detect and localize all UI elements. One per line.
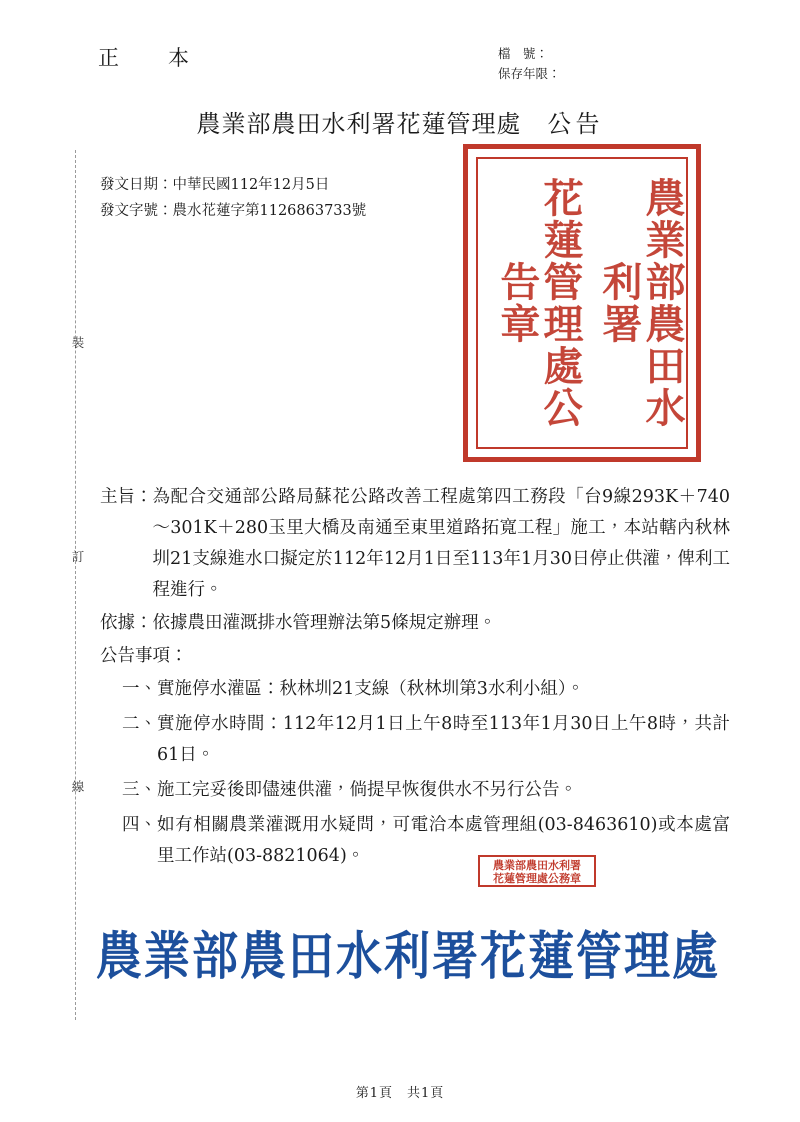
official-seal-small <box>478 855 596 887</box>
list-item <box>122 775 730 806</box>
subject-paragraph <box>100 482 730 606</box>
list-item-text: 如有相關農業灌溉用水疑問，可電洽本處管理組(03-8463610)或本處富里工作站(03-8821064)。 <box>157 815 730 866</box>
list-item-number: 三、 <box>122 780 157 800</box>
list-item-number: 一、 <box>122 679 157 699</box>
official-seal-large <box>463 144 701 462</box>
list-item <box>122 674 730 705</box>
issue-date: 發文日期：中華民國112年12月5日 <box>100 177 330 193</box>
binding-mark-3: 線 <box>70 780 85 793</box>
seal-column-2: 花蓮管理處公告章 <box>493 177 584 429</box>
binding-mark-1: 裝 <box>70 336 85 349</box>
announcement-label: 公告事項： <box>100 646 188 666</box>
binding-marks <box>66 300 86 860</box>
issuing-organization: 農業部農田水利署花蓮管理處 <box>196 110 522 138</box>
issue-info <box>100 172 366 224</box>
page-current: 第1頁 <box>355 1086 393 1101</box>
copy-type-mark: 正 本 <box>98 46 203 70</box>
document-kind: 公告 <box>547 110 604 138</box>
organization-signature: 農業部農田水利署花蓮管理處 <box>96 926 720 987</box>
list-item <box>122 810 730 872</box>
seal-small-line-1: 農業部農田水利署 <box>493 859 581 872</box>
announcement-heading <box>100 641 730 672</box>
basis-label: 依據： <box>100 613 153 633</box>
list-item-text: 實施停水時間：112年12月1日上午8時至113年1月30日上午8時，共計61日。 <box>157 714 730 765</box>
list-item-text: 施工完妥後即儘速供灌，倘提早恢復供水不另行公告。 <box>157 780 577 800</box>
issue-number: 發文字號：農水花蓮字第1126863733號 <box>100 203 367 219</box>
binding-mark-2: 訂 <box>70 550 85 563</box>
archive-number-label: 檔 號： <box>498 46 549 61</box>
archive-retention-label: 保存年限： <box>498 66 561 81</box>
list-item-text: 實施停水灌區：秋林圳21支線（秋林圳第3水利小組）。 <box>157 679 585 699</box>
announcement-items <box>100 674 730 872</box>
seal-small-line-2: 花蓮管理處公務章 <box>493 872 581 885</box>
page-footer <box>0 1082 800 1101</box>
document-body <box>100 482 730 876</box>
basis-paragraph <box>100 608 730 639</box>
official-seal-large-inner <box>476 157 688 449</box>
list-item-number: 四、 <box>122 815 157 835</box>
list-item <box>122 709 730 771</box>
archive-fields <box>498 44 561 84</box>
subject-label: 主旨： <box>100 487 153 507</box>
page-total: 共1頁 <box>407 1086 445 1101</box>
seal-column-1: 農業部農田水利署 <box>595 177 686 429</box>
subject-text: 為配合交通部公路局蘇花公路改善工程處第四工務段「台9線293K＋740～301K＋280玉里大橋及南通至東里道路拓寬工程」施工，本站轄內秋林圳21支線進水口擬定於112年12月1日至113年1月30日停止供灌，俾利工程進行。 <box>152 487 730 600</box>
basis-text: 依據農田灌溉排水管理辦法第5條規定辦理。 <box>152 613 497 633</box>
list-item-number: 二、 <box>122 714 157 734</box>
page-title <box>0 104 800 139</box>
